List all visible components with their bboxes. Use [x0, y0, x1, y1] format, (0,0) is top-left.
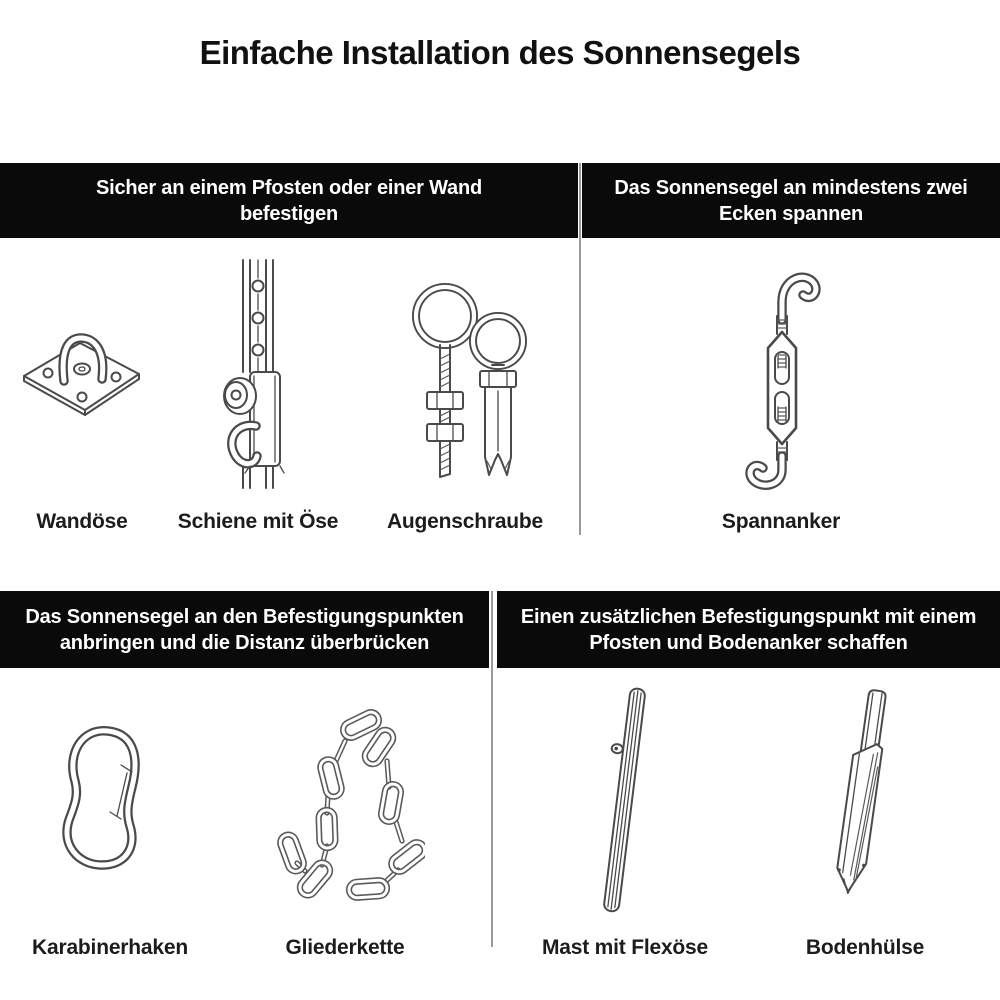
turnbuckle-drawing: [721, 256, 841, 491]
vertical-divider-top: [579, 163, 581, 535]
rail-with-eye-drawing: [193, 256, 323, 491]
page-title: Einfache Installation des Sonnensegels: [199, 34, 801, 71]
item-bodenhuelse: [775, 676, 955, 960]
section-header-bottom-right: [497, 591, 1000, 668]
section-header-bottom-left-text: Das Sonnensegel an den Befestigungspunkten anbringen und die Distanz überbrücken: [25, 605, 464, 654]
eye-screw-drawing: [388, 261, 543, 486]
item-label-bodenhuelse: Bodenhülse: [805, 936, 925, 959]
item-label-gliederkette: Gliederkette: [285, 936, 405, 959]
ground-sleeve-drawing: [805, 685, 925, 915]
section-header-top-left-text: Sicher an einem Pfosten oder einer Wand befestigen: [96, 176, 482, 225]
item-schiene-mit-oese: [177, 248, 339, 534]
item-spannanker: [681, 248, 881, 534]
item-mast-mit-flexoese: [535, 676, 715, 960]
section-header-bottom-right-text: Einen zusätzlichen Befestigungspunkt mit einem Pfosten und Bodenanker schaffen: [520, 605, 977, 654]
section-header-top-right: [582, 163, 1000, 238]
item-label-schiene: Schiene mit Öse: [177, 510, 339, 533]
mast-with-flex-eye-drawing: [560, 680, 690, 920]
item-label-karabinerhaken: Karabinerhaken: [32, 936, 188, 959]
item-label-spannanker: Spannanker: [721, 510, 841, 533]
item-label-augenschraube: Augenschraube: [386, 510, 544, 533]
item-gliederkette: [255, 676, 435, 960]
item-label-wandoese: Wandöse: [36, 510, 128, 533]
item-augenschraube: [375, 248, 555, 534]
carabiner-drawing: [40, 713, 180, 888]
wall-eye-plate-drawing: [12, 313, 152, 433]
item-wandoese: [12, 248, 152, 534]
vertical-divider-bottom: [491, 591, 493, 947]
item-label-mast-mit-flexoese: Mast mit Flexöse: [541, 936, 709, 959]
section-header-top-right-text: Das Sonnensegel an mindestens zwei Ecken spannen: [614, 176, 968, 225]
section-header-bottom-left: [0, 591, 489, 668]
link-chain-drawing: [265, 683, 425, 918]
item-karabinerhaken: [20, 676, 200, 960]
section-header-top-left: [0, 163, 578, 238]
